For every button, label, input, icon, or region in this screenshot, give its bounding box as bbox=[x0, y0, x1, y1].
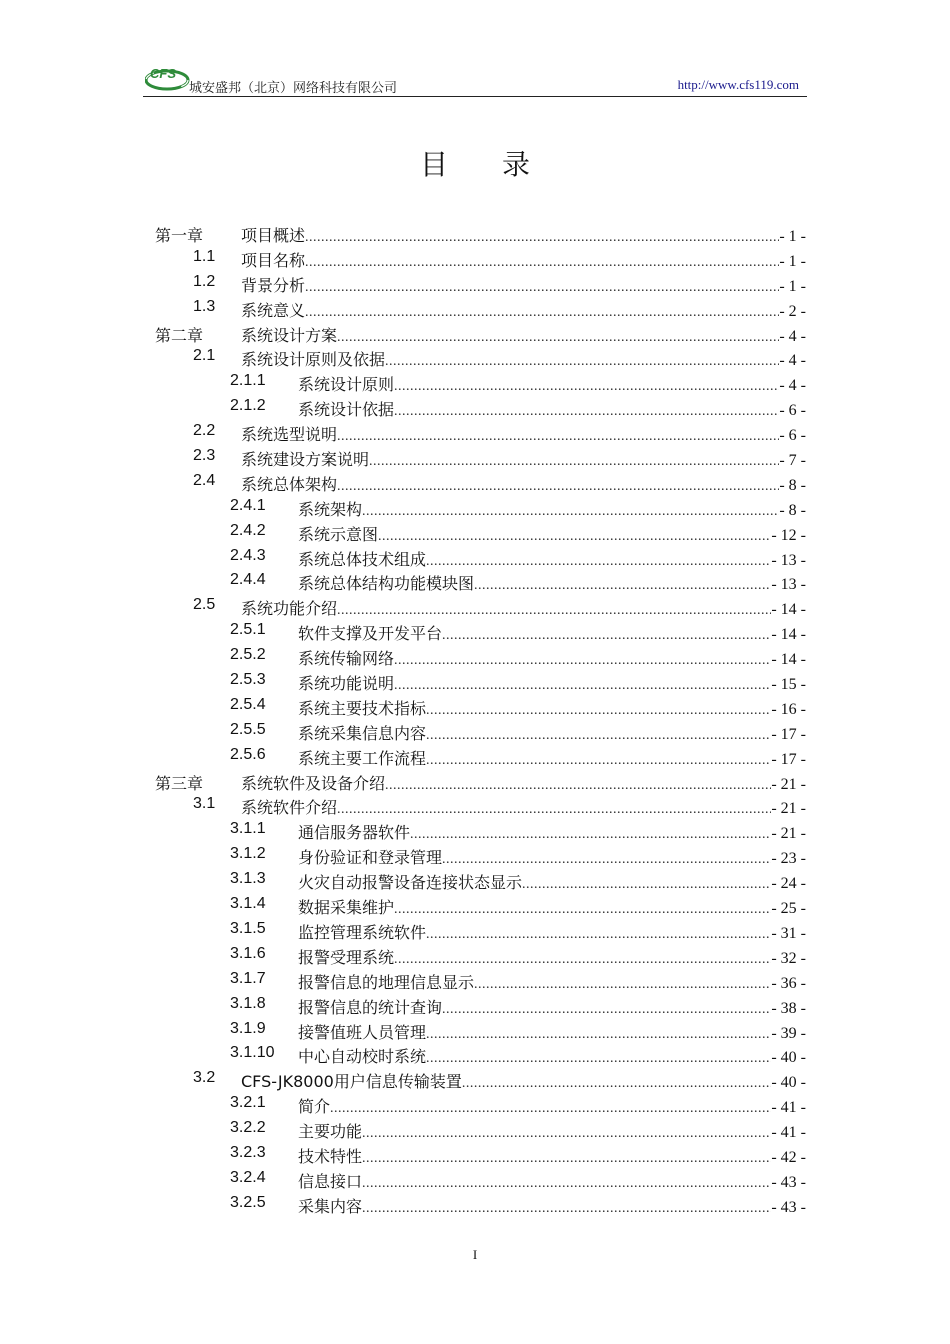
page-title: 目录 bbox=[419, 148, 584, 181]
toc-entry-line bbox=[298, 522, 806, 545]
toc-entry-title: 身份验证和登录管理 bbox=[298, 848, 443, 868]
toc-entry-title: 系统采集信息内容 bbox=[298, 723, 427, 743]
toc-entry-page: - 14 - bbox=[771, 626, 806, 644]
toc-entry-line bbox=[298, 870, 806, 893]
toc-entry-title: 系统示意图 bbox=[298, 524, 379, 544]
toc-entry-line bbox=[241, 472, 806, 495]
toc-entry-line bbox=[298, 1169, 806, 1192]
toc-entry-line bbox=[298, 696, 806, 719]
toc-entry-title: 系统主要技术指标 bbox=[298, 698, 427, 718]
toc-entry-number: 2.1.1 bbox=[230, 372, 266, 390]
toc-entry-page: - 38 - bbox=[771, 999, 806, 1017]
toc-entry-number: 第三章 bbox=[155, 773, 204, 793]
toc-entry-number: 3.1.2 bbox=[230, 845, 266, 863]
toc-entry-line bbox=[241, 422, 806, 445]
toc-entry-page: - 25 - bbox=[771, 900, 806, 918]
toc-entry-title: 系统功能说明 bbox=[298, 674, 395, 694]
toc-entry[interactable] bbox=[155, 667, 806, 692]
toc-entry[interactable] bbox=[155, 468, 806, 493]
toc-entry-number: 3.1 bbox=[193, 795, 216, 813]
toc-entry-line bbox=[241, 347, 806, 370]
toc-entry[interactable] bbox=[155, 244, 806, 269]
toc-entry-number: 2.5.3 bbox=[230, 671, 266, 689]
toc-entry-line bbox=[241, 596, 806, 619]
toc-entry[interactable] bbox=[155, 692, 806, 717]
toc-entry-page: - 1 - bbox=[779, 277, 806, 295]
toc-entry-line bbox=[298, 995, 806, 1018]
toc-entry-title: 主要功能 bbox=[298, 1122, 363, 1142]
toc-entry-number: 3.1.5 bbox=[230, 919, 266, 937]
toc-entry-page: - 43 - bbox=[771, 1173, 806, 1191]
toc-entry-page: - 24 - bbox=[771, 875, 806, 893]
toc-entry-line bbox=[298, 820, 806, 843]
toc-entry-line bbox=[298, 571, 806, 594]
toc-entry-number: 2.4 bbox=[193, 471, 216, 489]
toc-entry-line bbox=[298, 1119, 806, 1142]
toc-entry-title: 系统架构 bbox=[298, 499, 363, 519]
toc-entry-number: 1.2 bbox=[193, 272, 216, 290]
page-header bbox=[143, 66, 807, 97]
toc-entry[interactable] bbox=[155, 1090, 806, 1115]
toc-entry-page: - 1 - bbox=[779, 228, 806, 245]
toc-entry-page: - 13 - bbox=[771, 576, 806, 594]
toc-entry-title: 中心自动校时系统 bbox=[298, 1047, 427, 1067]
toc-entry-title: 报警信息的统计查询 bbox=[298, 997, 443, 1017]
toc-entry-page: - 6 - bbox=[779, 427, 806, 445]
toc-entry-number: 2.5.1 bbox=[230, 621, 266, 639]
toc-entry-title: 信息接口 bbox=[298, 1171, 363, 1191]
toc-entry-title: 项目概述 bbox=[241, 226, 306, 245]
toc-entry-title: 系统选型说明 bbox=[241, 425, 338, 445]
toc-entry[interactable] bbox=[155, 219, 806, 244]
toc-entry-page: - 1 - bbox=[779, 252, 806, 270]
toc-entry-number: 2.4.1 bbox=[230, 496, 266, 514]
toc-entry-title: 系统软件及设备介绍 bbox=[241, 773, 386, 793]
toc-entry-number: 第一章 bbox=[155, 226, 204, 245]
toc-entry-line bbox=[298, 372, 806, 395]
toc-entry-page: - 8 - bbox=[779, 476, 806, 494]
toc-entry-line bbox=[298, 1194, 806, 1217]
toc-entry-page: - 41 - bbox=[771, 1124, 806, 1142]
toc-entry-page: - 31 - bbox=[771, 924, 806, 942]
toc-entry-page: - 4 - bbox=[779, 377, 806, 395]
toc-entry-line bbox=[241, 795, 806, 818]
toc-entry[interactable] bbox=[155, 991, 806, 1016]
toc-entry-title: 系统总体技术组成 bbox=[298, 549, 427, 569]
toc-entry[interactable] bbox=[155, 1040, 806, 1065]
toc-entry-title: 数据采集维护 bbox=[298, 898, 395, 918]
toc-entry-number: 3.1.10 bbox=[230, 1044, 275, 1062]
toc-entry-line bbox=[241, 1069, 806, 1092]
toc-entry-title: 软件支撑及开发平台 bbox=[298, 624, 443, 644]
toc-entry-page: - 6 - bbox=[779, 402, 806, 420]
toc-entry[interactable] bbox=[155, 617, 806, 642]
toc-entry-line bbox=[298, 1144, 806, 1167]
toc-entry-title: 项目名称 bbox=[241, 250, 306, 270]
toc-entry[interactable] bbox=[155, 592, 806, 617]
toc-entry-page: - 12 - bbox=[771, 526, 806, 544]
toc-entry-title: 采集内容 bbox=[298, 1196, 363, 1216]
toc-entry-page: - 14 - bbox=[771, 651, 806, 669]
toc-entry[interactable] bbox=[155, 816, 806, 841]
toc-entry-title: 技术特性 bbox=[298, 1146, 363, 1166]
toc-entry-title: 系统建设方案说明 bbox=[241, 450, 370, 470]
toc-entry-number: 3.1.3 bbox=[230, 870, 266, 888]
toc-entry[interactable] bbox=[155, 343, 806, 368]
toc-entry-line bbox=[298, 895, 806, 918]
toc-entry-title: 系统软件介绍 bbox=[241, 798, 338, 818]
toc-entry-number: 3.1.4 bbox=[230, 895, 266, 913]
toc-entry[interactable] bbox=[155, 319, 806, 344]
toc-entry-title: 系统设计方案 bbox=[241, 325, 338, 345]
toc-entry-line bbox=[298, 945, 806, 968]
toc-entry-number: 3.1.7 bbox=[230, 969, 266, 987]
toc-entry-page: - 2 - bbox=[779, 302, 806, 320]
toc-entry-number: 3.2.3 bbox=[230, 1143, 266, 1161]
toc-entry-line bbox=[298, 1044, 806, 1067]
toc-entry-page: - 32 - bbox=[771, 949, 806, 967]
toc-entry-title: 报警信息的地理信息显示 bbox=[298, 972, 475, 992]
toc-entry-title: 报警受理系统 bbox=[298, 947, 395, 967]
toc-entry[interactable] bbox=[155, 393, 806, 418]
toc-entry-number: 2.4.3 bbox=[230, 546, 266, 564]
toc-entry-line bbox=[241, 771, 806, 794]
toc-entry[interactable] bbox=[155, 493, 806, 518]
toc-entry-title: 系统设计原则 bbox=[298, 375, 395, 395]
toc-entry-page: - 13 - bbox=[771, 551, 806, 569]
toc-entry[interactable] bbox=[155, 866, 806, 891]
toc-entry[interactable] bbox=[155, 841, 806, 866]
toc-entry-number: 3.1.9 bbox=[230, 1019, 266, 1037]
toc-entry-title: 系统设计依据 bbox=[298, 400, 395, 420]
toc-entry[interactable] bbox=[155, 941, 806, 966]
toc-entry-line bbox=[241, 273, 806, 296]
toc-entry-number: 3.1.6 bbox=[230, 944, 266, 962]
toc-entry-line bbox=[298, 547, 806, 570]
toc-entry-number: 2.5.4 bbox=[230, 695, 266, 713]
cfs-logo-icon bbox=[145, 66, 195, 92]
toc-entry-title: 系统总体结构功能模块图 bbox=[298, 574, 475, 594]
toc-entry-page: - 16 - bbox=[771, 700, 806, 718]
toc-entry-page: - 17 - bbox=[771, 750, 806, 768]
toc-entry[interactable] bbox=[155, 1165, 806, 1190]
toc-entry[interactable] bbox=[155, 269, 806, 294]
toc-entry-number: 2.5 bbox=[193, 596, 216, 614]
toc-entry-title: 通信服务器软件 bbox=[298, 823, 411, 843]
toc-entry-number: 2.5.5 bbox=[230, 720, 266, 738]
toc-entry-page: - 4 - bbox=[779, 352, 806, 370]
toc-entry-number: 2.5.6 bbox=[230, 745, 266, 763]
toc-entry-line bbox=[298, 497, 806, 520]
toc-entry-line bbox=[241, 248, 806, 271]
toc-entry-page: - 43 - bbox=[771, 1198, 806, 1216]
toc-entry-title: 接警值班人员管理 bbox=[298, 1022, 427, 1042]
toc-entry[interactable] bbox=[155, 717, 806, 742]
toc-entry-line bbox=[241, 298, 806, 321]
toc-entry-title: 系统设计原则及依据 bbox=[241, 350, 386, 370]
toc-entry-title: 监控管理系统软件 bbox=[298, 922, 427, 942]
toc-entry-page: - 40 - bbox=[771, 1074, 806, 1092]
toc-entry-number: 1.3 bbox=[193, 297, 216, 315]
toc-entry[interactable] bbox=[155, 294, 806, 319]
toc-entry-page: - 21 - bbox=[771, 775, 806, 793]
company-url-link[interactable]: http://www.cfs119.com bbox=[677, 77, 799, 92]
toc-entry-line bbox=[298, 746, 806, 769]
table-of-contents bbox=[155, 219, 806, 1215]
toc-entry-title: 火灾自动报警设备连接状态显示 bbox=[298, 873, 523, 893]
toc-entry-line bbox=[241, 323, 806, 346]
company-name: 城安盛邦（北京）网络科技有限公司 bbox=[189, 81, 398, 96]
toc-entry[interactable] bbox=[155, 1065, 806, 1090]
logo-text: CFS bbox=[150, 66, 176, 81]
toc-entry-page: - 21 - bbox=[771, 800, 806, 818]
toc-entry-line bbox=[298, 1020, 806, 1043]
toc-entry-page: - 36 - bbox=[771, 974, 806, 992]
toc-entry-number: 3.2.1 bbox=[230, 1094, 266, 1112]
toc-entry-number: 2.2 bbox=[193, 422, 216, 440]
toc-entry[interactable] bbox=[155, 543, 806, 568]
toc-entry[interactable] bbox=[155, 1115, 806, 1140]
toc-entry-number: 2.4.4 bbox=[230, 571, 266, 589]
toc-entry-title: CFS-JK8000用户信息传输装置 bbox=[241, 1072, 462, 1092]
toc-entry-line bbox=[298, 397, 806, 420]
toc-entry-title: 简介 bbox=[298, 1097, 331, 1117]
toc-entry[interactable] bbox=[155, 418, 806, 443]
toc-entry-page: - 7 - bbox=[779, 452, 806, 470]
toc-entry-page: - 40 - bbox=[771, 1049, 806, 1067]
toc-entry[interactable] bbox=[155, 567, 806, 592]
toc-entry-title: 系统意义 bbox=[241, 300, 306, 320]
toc-entry-number: 2.1.2 bbox=[230, 397, 266, 415]
toc-entry-title: 背景分析 bbox=[241, 275, 306, 295]
toc-entry[interactable] bbox=[155, 1140, 806, 1165]
toc-entry-number: 2.5.2 bbox=[230, 646, 266, 664]
toc-entry[interactable] bbox=[155, 791, 806, 816]
toc-entry-page: - 42 - bbox=[771, 1148, 806, 1166]
toc-entry-number: 3.1.1 bbox=[230, 820, 266, 838]
page-number: I bbox=[472, 1247, 478, 1262]
toc-entry-number: 3.2 bbox=[193, 1069, 216, 1087]
toc-leader-dots bbox=[362, 1201, 771, 1217]
toc-entry[interactable] bbox=[155, 1190, 806, 1215]
toc-entry-title: 系统功能介绍 bbox=[241, 599, 338, 619]
toc-entry-number: 3.2.2 bbox=[230, 1119, 266, 1137]
toc-entry-line bbox=[298, 646, 806, 669]
toc-entry-line bbox=[298, 920, 806, 943]
toc-entry-number: 3.2.5 bbox=[230, 1193, 266, 1211]
toc-entry-line bbox=[298, 970, 806, 993]
toc-entry-title: 系统主要工作流程 bbox=[298, 748, 427, 768]
toc-entry-page: - 4 - bbox=[779, 327, 806, 345]
toc-entry-number: 2.3 bbox=[193, 447, 216, 465]
toc-entry[interactable] bbox=[155, 966, 806, 991]
toc-entry-line bbox=[241, 223, 806, 246]
toc-entry[interactable] bbox=[155, 443, 806, 468]
toc-entry-page: - 14 - bbox=[771, 601, 806, 619]
toc-entry-number: 3.2.4 bbox=[230, 1168, 266, 1186]
toc-entry[interactable] bbox=[155, 368, 806, 393]
toc-entry-number: 1.1 bbox=[193, 247, 216, 265]
toc-entry-line bbox=[298, 1094, 806, 1117]
toc-entry[interactable] bbox=[155, 742, 806, 767]
toc-entry-page: - 21 - bbox=[771, 825, 806, 843]
toc-entry-page: - 17 - bbox=[771, 725, 806, 743]
toc-entry[interactable] bbox=[155, 642, 806, 667]
toc-entry-line bbox=[298, 845, 806, 868]
toc-entry-page: - 8 - bbox=[779, 501, 806, 519]
toc-entry-title: 系统传输网络 bbox=[298, 649, 395, 669]
toc-entry-line bbox=[241, 447, 806, 470]
toc-entry-page: - 39 - bbox=[771, 1024, 806, 1042]
toc-entry-line bbox=[298, 671, 806, 694]
toc-entry[interactable] bbox=[155, 518, 806, 543]
toc-entry-number: 2.1 bbox=[193, 347, 216, 365]
toc-entry-line bbox=[298, 721, 806, 744]
toc-entry-number: 第二章 bbox=[155, 325, 204, 345]
toc-entry[interactable] bbox=[155, 916, 806, 941]
toc-entry-page: - 23 - bbox=[771, 850, 806, 868]
toc-entry[interactable] bbox=[155, 1016, 806, 1041]
toc-entry-title: 系统总体架构 bbox=[241, 474, 338, 494]
toc-entry[interactable] bbox=[155, 767, 806, 792]
toc-entry-page: - 41 - bbox=[771, 1099, 806, 1117]
toc-entry-line bbox=[298, 621, 806, 644]
toc-entry-page: - 15 - bbox=[771, 676, 806, 694]
toc-entry-number: 2.4.2 bbox=[230, 521, 266, 539]
toc-entry-number: 3.1.8 bbox=[230, 994, 266, 1012]
toc-entry[interactable] bbox=[155, 891, 806, 916]
